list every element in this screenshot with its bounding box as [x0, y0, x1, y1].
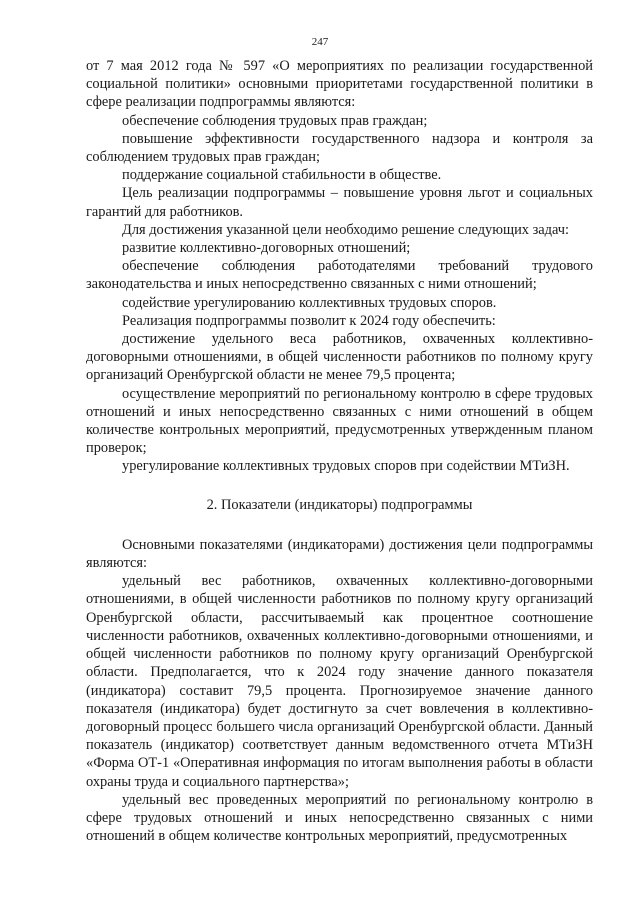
text-block-top — [86, 57, 593, 476]
paragraph: повышение эффективности государственного надзора и контроля за соблюдением трудовых прав граждан; — [86, 130, 593, 166]
paragraph: Реализация подпрограммы позволит к 2024 году обеспечить: — [122, 312, 496, 329]
text-block-bottom — [86, 536, 593, 845]
paragraph: осуществление мероприятий по региональному контролю в сфере трудовых отношений и иных непосредственно связанных с ними отношений в общем количестве контрольных мероприятий, предусмотренных утвержденным планом проверок; — [86, 385, 593, 457]
paragraph: урегулирование коллективных трудовых споров при содействии МТиЗН. — [122, 458, 570, 475]
paragraph: обеспечение соблюдения трудовых прав граждан; — [122, 112, 428, 129]
paragraph: поддержание социальной стабильности в обществе. — [122, 167, 442, 184]
section-heading: 2. Показатели (индикаторы) подпрограммы — [206, 496, 473, 513]
paragraph: достижение удельного веса работников, охваченных коллективно-договорными отношениями, в общей численности работников по полному кругу организаций Оренбургской области не менее 79,5 процента; — [86, 331, 593, 384]
paragraph: развитие коллективно-договорных отношений; — [122, 240, 411, 257]
paragraph: от 7 мая 2012 года № 597 «О мероприятиях по реализации государственной социальной политики» основными приоритетами государственной политики в сфере реализации подпрограммы являются: — [86, 58, 593, 111]
paragraph: удельный вес работников, охваченных коллективно-договорными отношениями, в общей численности работников по полному кругу организаций Оренбургской области, рассчитываемый как процентное соотношение численности работников, охваченных коллективно-договорными отношениями, и общей численности работников по полному кругу организаций Оренбургской области. Предполагается, что к 2024 году значение данного показателя (индикатора) составит 79,5 процента. Прогнозируемое значение данного показателя (индикатора) будет достигнуто за счет вовлечения в коллективно-договорный процесс большего числа организаций Оренбургской области. Данный показатель (индикатор) соответствует данным ведомственного отчета МТиЗН «Форма ОТ-1 «Оперативная информация по итогам выполнения работы в области охраны труда и социального партнерства»; — [86, 573, 593, 790]
paragraph: Для достижения указанной цели необходимо решение следующих задач: — [122, 221, 570, 238]
paragraph: содействие урегулированию коллективных трудовых споров. — [122, 294, 497, 311]
paragraph: Цель реализации подпрограммы – повышение уровня льгот и социальных гарантий для работников. — [86, 185, 593, 220]
paragraph: удельный вес проведенных мероприятий по региональному контролю в сфере трудовых отношений и иных непосредственно связанных с ними отношений в общем количестве контрольных мероприятий, предусмотренных — [86, 791, 593, 845]
document-body — [86, 57, 593, 845]
page-number: 247 — [311, 36, 329, 48]
paragraph: обеспечение соблюдения работодателями требований трудового законодательства и иных непосредственно связанных с ними отношений; — [86, 258, 593, 293]
paragraph: Основными показателями (индикаторами) достижения цели подпрограммы являются: — [86, 536, 593, 572]
